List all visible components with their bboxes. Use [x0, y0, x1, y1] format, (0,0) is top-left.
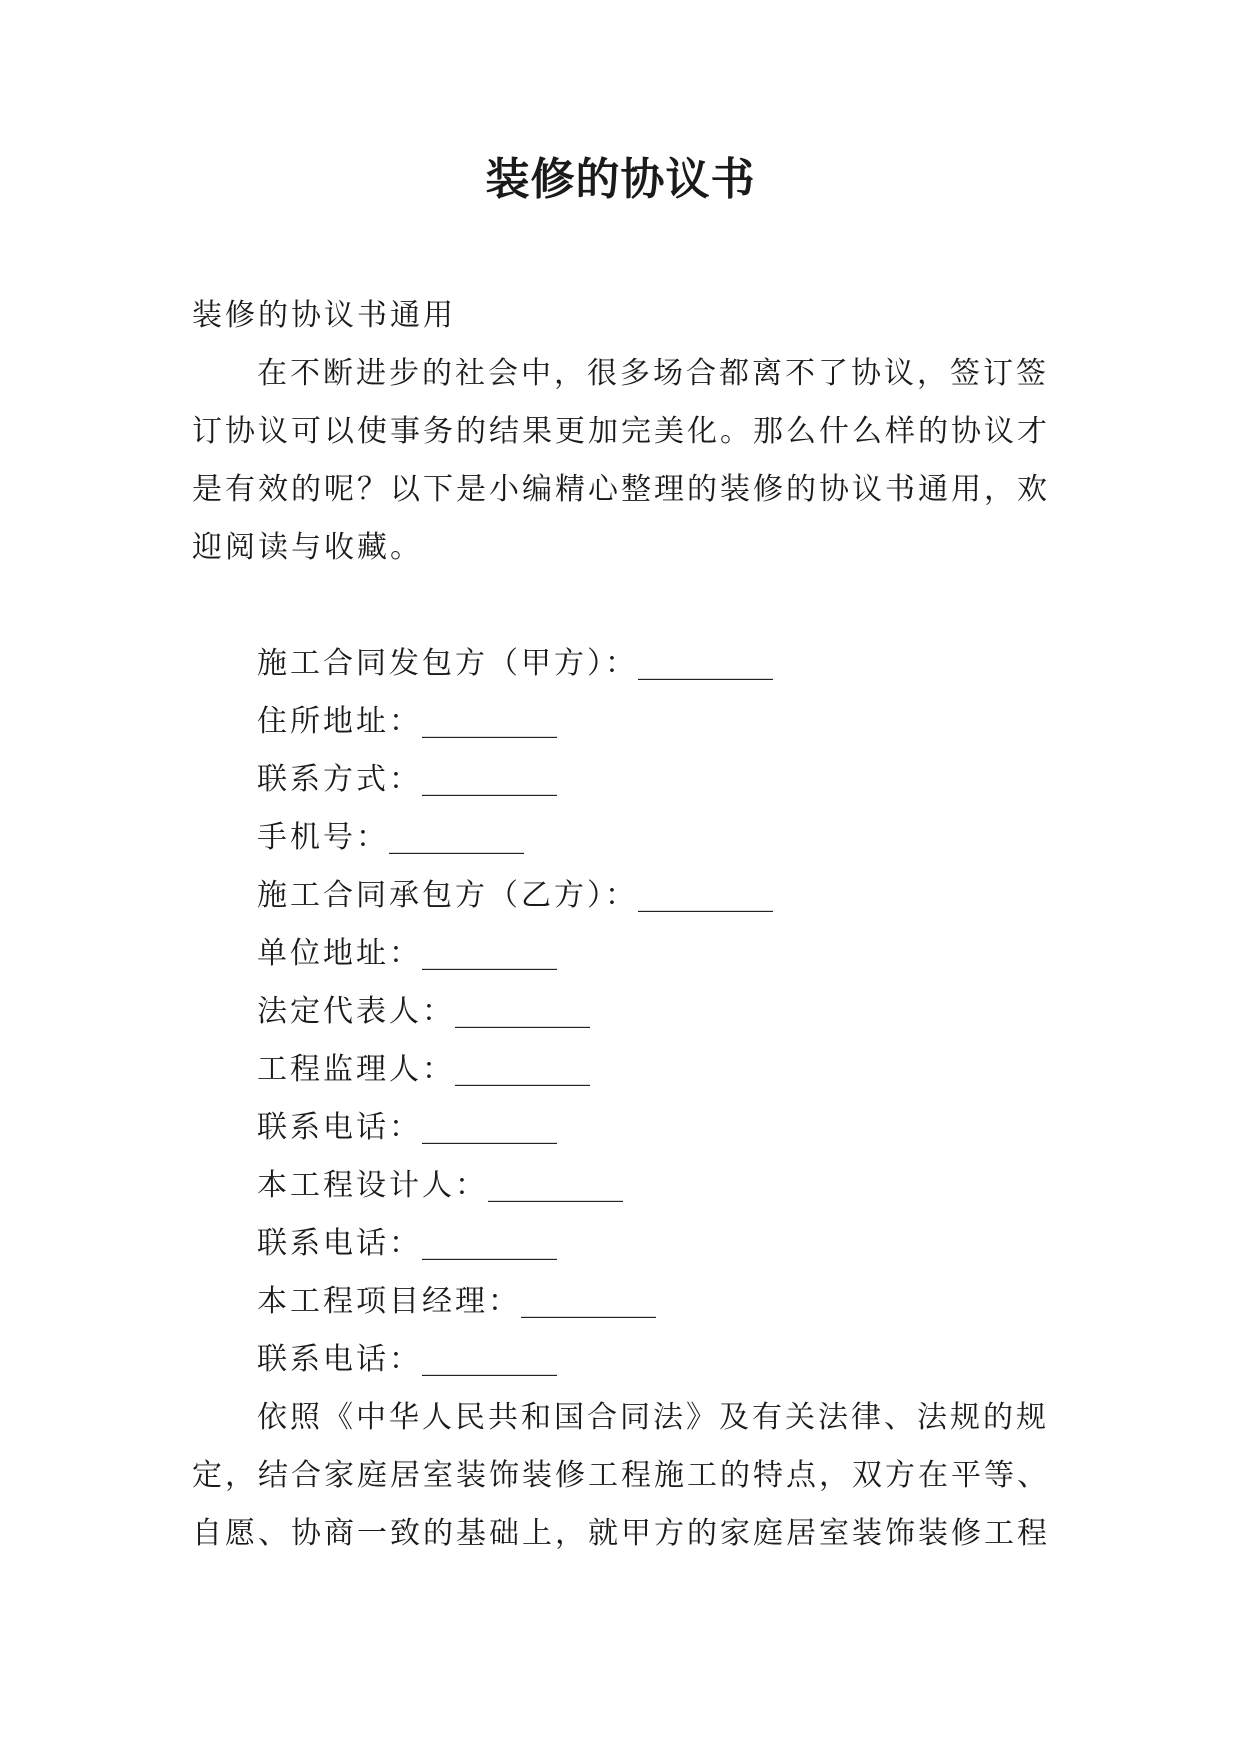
closing-line: 依照《中华人民共和国合同法》及有关法律、法规的规	[257, 1400, 1049, 1435]
field-row-phone-2	[192, 1215, 1054, 1273]
field-label: 联系电话：	[257, 1110, 422, 1145]
field-row-company-address	[192, 925, 1054, 983]
document-subtitle: 装修的协议书通用	[192, 298, 456, 333]
field-label: 施工合同发包方（甲方）：	[257, 646, 638, 681]
field-label: 住所地址：	[257, 704, 422, 739]
field-label: 本工程设计人：	[257, 1168, 488, 1203]
field-label: 单位地址：	[257, 936, 422, 971]
paragraph-gap	[192, 577, 1054, 635]
field-label: 联系电话：	[257, 1342, 422, 1377]
field-label: 手机号：	[257, 820, 389, 855]
fill-blank: _________	[455, 1052, 590, 1087]
fill-blank: _________	[422, 936, 557, 971]
field-row-phone-3	[192, 1331, 1054, 1389]
field-row-mobile	[192, 809, 1054, 867]
fill-blank: _________	[422, 1226, 557, 1261]
intro-line: 迎阅读与收藏。	[192, 530, 423, 565]
field-label: 工程监理人：	[257, 1052, 455, 1087]
fill-blank: _________	[455, 994, 590, 1029]
field-row-party-a	[192, 635, 1054, 693]
field-label: 施工合同承包方（乙方）：	[257, 878, 638, 913]
field-row-legal-representative	[192, 983, 1054, 1041]
field-row-designer	[192, 1157, 1054, 1215]
document-title: 装修的协议书	[485, 154, 756, 205]
field-row-supervisor	[192, 1041, 1054, 1099]
intro-line: 是有效的呢？以下是小编精心整理的装修的协议书通用，欢	[192, 472, 1050, 507]
field-row-phone-1	[192, 1099, 1054, 1157]
field-row-contact-method	[192, 751, 1054, 809]
field-row-residence-address	[192, 693, 1054, 751]
fill-blank: _________	[422, 1342, 557, 1377]
fill-blank: _________	[638, 878, 773, 913]
field-row-party-b	[192, 867, 1054, 925]
field-label: 联系方式：	[257, 762, 422, 797]
field-label: 法定代表人：	[257, 994, 455, 1029]
fill-blank: _________	[422, 762, 557, 797]
intro-line: 在不断进步的社会中，很多场合都离不了协议，签订签	[257, 356, 1049, 391]
field-label: 联系电话：	[257, 1226, 422, 1261]
intro-line: 订协议可以使事务的结果更加完美化。那么什么样的协议才	[192, 414, 1050, 449]
closing-line: 定，结合家庭居室装饰装修工程施工的特点，双方在平等、	[192, 1458, 1050, 1493]
fill-blank: _________	[389, 820, 524, 855]
closing-line: 自愿、协商一致的基础上，就甲方的家庭居室装饰装修工程	[192, 1516, 1050, 1551]
fill-blank: _________	[521, 1284, 656, 1319]
field-label: 本工程项目经理：	[257, 1284, 521, 1319]
document-body	[192, 287, 1054, 1563]
field-row-project-manager	[192, 1273, 1054, 1331]
fill-blank: _________	[422, 1110, 557, 1145]
fill-blank: _________	[488, 1168, 623, 1203]
fill-blank: _________	[422, 704, 557, 739]
fill-blank: _________	[638, 646, 773, 681]
